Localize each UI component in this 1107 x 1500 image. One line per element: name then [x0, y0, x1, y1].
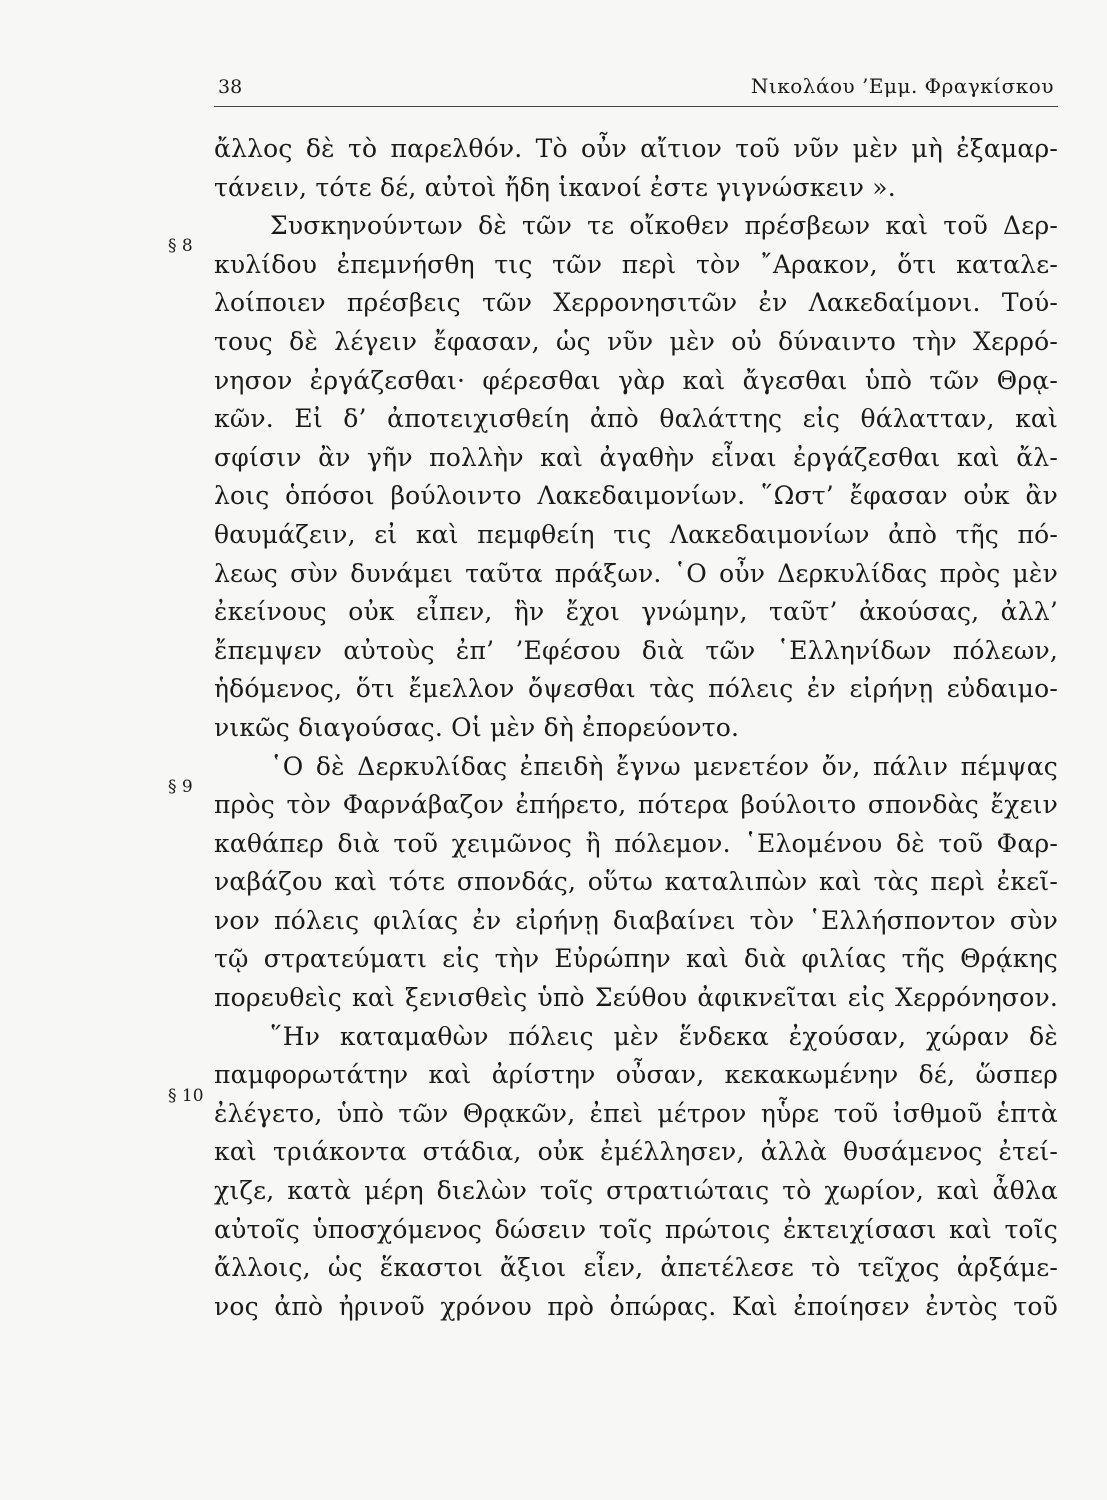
text-line: νικῶς διαγούσας. Οἱ μὲν δὴ ἐπορεύοντο. — [214, 712, 740, 742]
text-line: πορευθεὶς καὶ ξενισθεὶς ὑπὸ Σεύθου ἀφικνεῖται εἰς Χερρόνησον. — [214, 983, 1058, 1013]
text-line: πρὸς τὸν Φαρνάβαζον ἐπήρετο, πότερα βούλοιτο σπονδὰς ἔχειν — [214, 790, 1058, 820]
text-line: τους δὲ λέγειν ἔφασαν, ὡς νῦν μὲν οὐ δύναιντο τὴν Χερρό- — [214, 326, 1058, 356]
text-line: λοις ὁπόσοι βούλοιντο Λακεδαιμονίων. ῞Ωστ’ ἔφασαν οὐκ ἂν — [214, 481, 1058, 511]
running-head: Νικολάου ’Εμμ. Φραγκίσκου — [750, 74, 1054, 98]
text-line: ναβάζου καὶ τότε σπονδάς, οὕτω καταλιπὼν καὶ τὰς περὶ ἐκεῖ- — [214, 867, 1058, 897]
text-line: κῶν. Εἰ δ’ ἀποτειχισθείη ἀπὸ θαλάττης εἰς θάλατταν, καὶ — [214, 404, 1058, 434]
text-line: ἔπεμψεν αὐτοὺς ἐπ’ ’Εφέσου διὰ τῶν ῾Ελληνίδων πόλεων, — [214, 635, 1058, 665]
section-marker-9: § 9 — [168, 777, 193, 797]
text-line: ἐλέγετο, ὑπὸ τῶν Θρᾳκῶν, ἐπεὶ μέτρον ηὗρε τοῦ ἰσθμοῦ ἑπτὰ — [214, 1098, 1058, 1128]
page-number: 38 — [218, 76, 243, 98]
text-line: Συσκηνούντων δὲ τῶν τε οἴκοθεν πρέσβεων καὶ τοῦ Δερ- — [270, 211, 1058, 241]
text-line: τάνειν, τότε δέ, αὐτοὶ ἤδη ἱκανοί ἐστε γιγνώσκειν ». — [214, 172, 896, 202]
section-marker-8: § 8 — [168, 236, 193, 256]
text-line: καθάπερ διὰ τοῦ χειμῶνος ἢ πόλεμον. ῾Ελομένου δὲ τοῦ Φαρ- — [214, 828, 1058, 858]
text-line: ἐκείνους οὐκ εἶπεν, ἣν ἔχοι γνώμην, ταῦτ’ ἀκούσας, ἀλλ’ — [214, 597, 1058, 627]
text-line: νον πόλεις φιλίας ἐν εἰρήνῃ διαβαίνει τὸν ῾Ελλήσποντον σὺν — [214, 905, 1058, 935]
text-line: νος ἀπὸ ἠρινοῦ χρόνου πρὸ ὀπώρας. Καὶ ἐποίησεν ἐντὸς τοῦ — [214, 1291, 1058, 1321]
text-line: νησον ἐργάζεσθαι· φέρεσθαι γὰρ καὶ ἄγεσθαι ὑπὸ τῶν Θρᾳ- — [214, 365, 1058, 395]
text-line: χιζε, κατὰ μέρη διελὼν τοῖς στρατιώταις τὸ χωρίον, καὶ ἆθλα — [214, 1176, 1058, 1206]
text-line: ῾Ο δὲ Δερκυλίδας ἐπειδὴ ἔγνω μενετέον ὄν, πάλιν πέμψας — [270, 751, 1058, 781]
text-line: λεως σὺν δυνάμει ταῦτα πράξων. ῾Ο οὖν Δερκυλίδας πρὸς μὲν — [214, 558, 1058, 588]
text-line: ῞Ην καταμαθὼν πόλεις μὲν ἕνδεκα ἐχούσαν, χώραν δὲ — [270, 1021, 1058, 1051]
page-header — [214, 66, 1058, 107]
text-line: παμφορωτάτην καὶ ἀρίστην οὖσαν, κεκακωμένην δέ, ὥσπερ — [214, 1060, 1058, 1090]
text-line: τῷ στρατεύματι εἰς τὴν Εὐρώπην καὶ διὰ φιλίας τῆς Θρᾴκης — [214, 944, 1058, 974]
text-line: λοίποιεν πρέσβεις τῶν Χερρονησιτῶν ἐν Λακεδαίμονι. Τού- — [214, 288, 1058, 318]
text-line: καὶ τριάκοντα στάδια, οὐκ ἐμέλλησεν, ἀλλὰ θυσάμενος ἐτεί- — [214, 1137, 1058, 1167]
section-marker-10: § 10 — [168, 1086, 204, 1106]
text-line: σφίσιν ἂν γῆν πολλὴν καὶ ἀγαθὴν εἶναι ἐργάζεσθαι καὶ ἄλ- — [214, 442, 1058, 472]
text-line: ἡδόμενος, ὅτι ἔμελλον ὄψεσθαι τὰς πόλεις ἐν εἰρήνῃ εὐδαιμο- — [214, 674, 1058, 704]
text-line: ἄλλος δὲ τὸ παρελθόν. Τὸ οὖν αἴτιον τοῦ νῦν μὲν μὴ ἐξαμαρ- — [214, 134, 1058, 163]
text-line: ἄλλοις, ὡς ἕκαστοι ἄξιοι εἶεν, ἀπετέλεσε τὸ τεῖχος ἀρξάμε- — [214, 1253, 1058, 1283]
text-line: αὐτοῖς ὑποσχόμενος δώσειν τοῖς πρώτοις ἐκτειχίσασι καὶ τοῖς — [214, 1214, 1058, 1244]
body-text — [214, 130, 1058, 1326]
text-line: θαυμάζειν, εἰ καὶ πεμφθείη τις Λακεδαιμονίων ἀπὸ τῆς πό- — [214, 519, 1058, 549]
text-line: κυλίδου ἐπεμνήσθη τις τῶν περὶ τὸν ῎Αρακον, ὅτι καταλε- — [214, 249, 1058, 279]
